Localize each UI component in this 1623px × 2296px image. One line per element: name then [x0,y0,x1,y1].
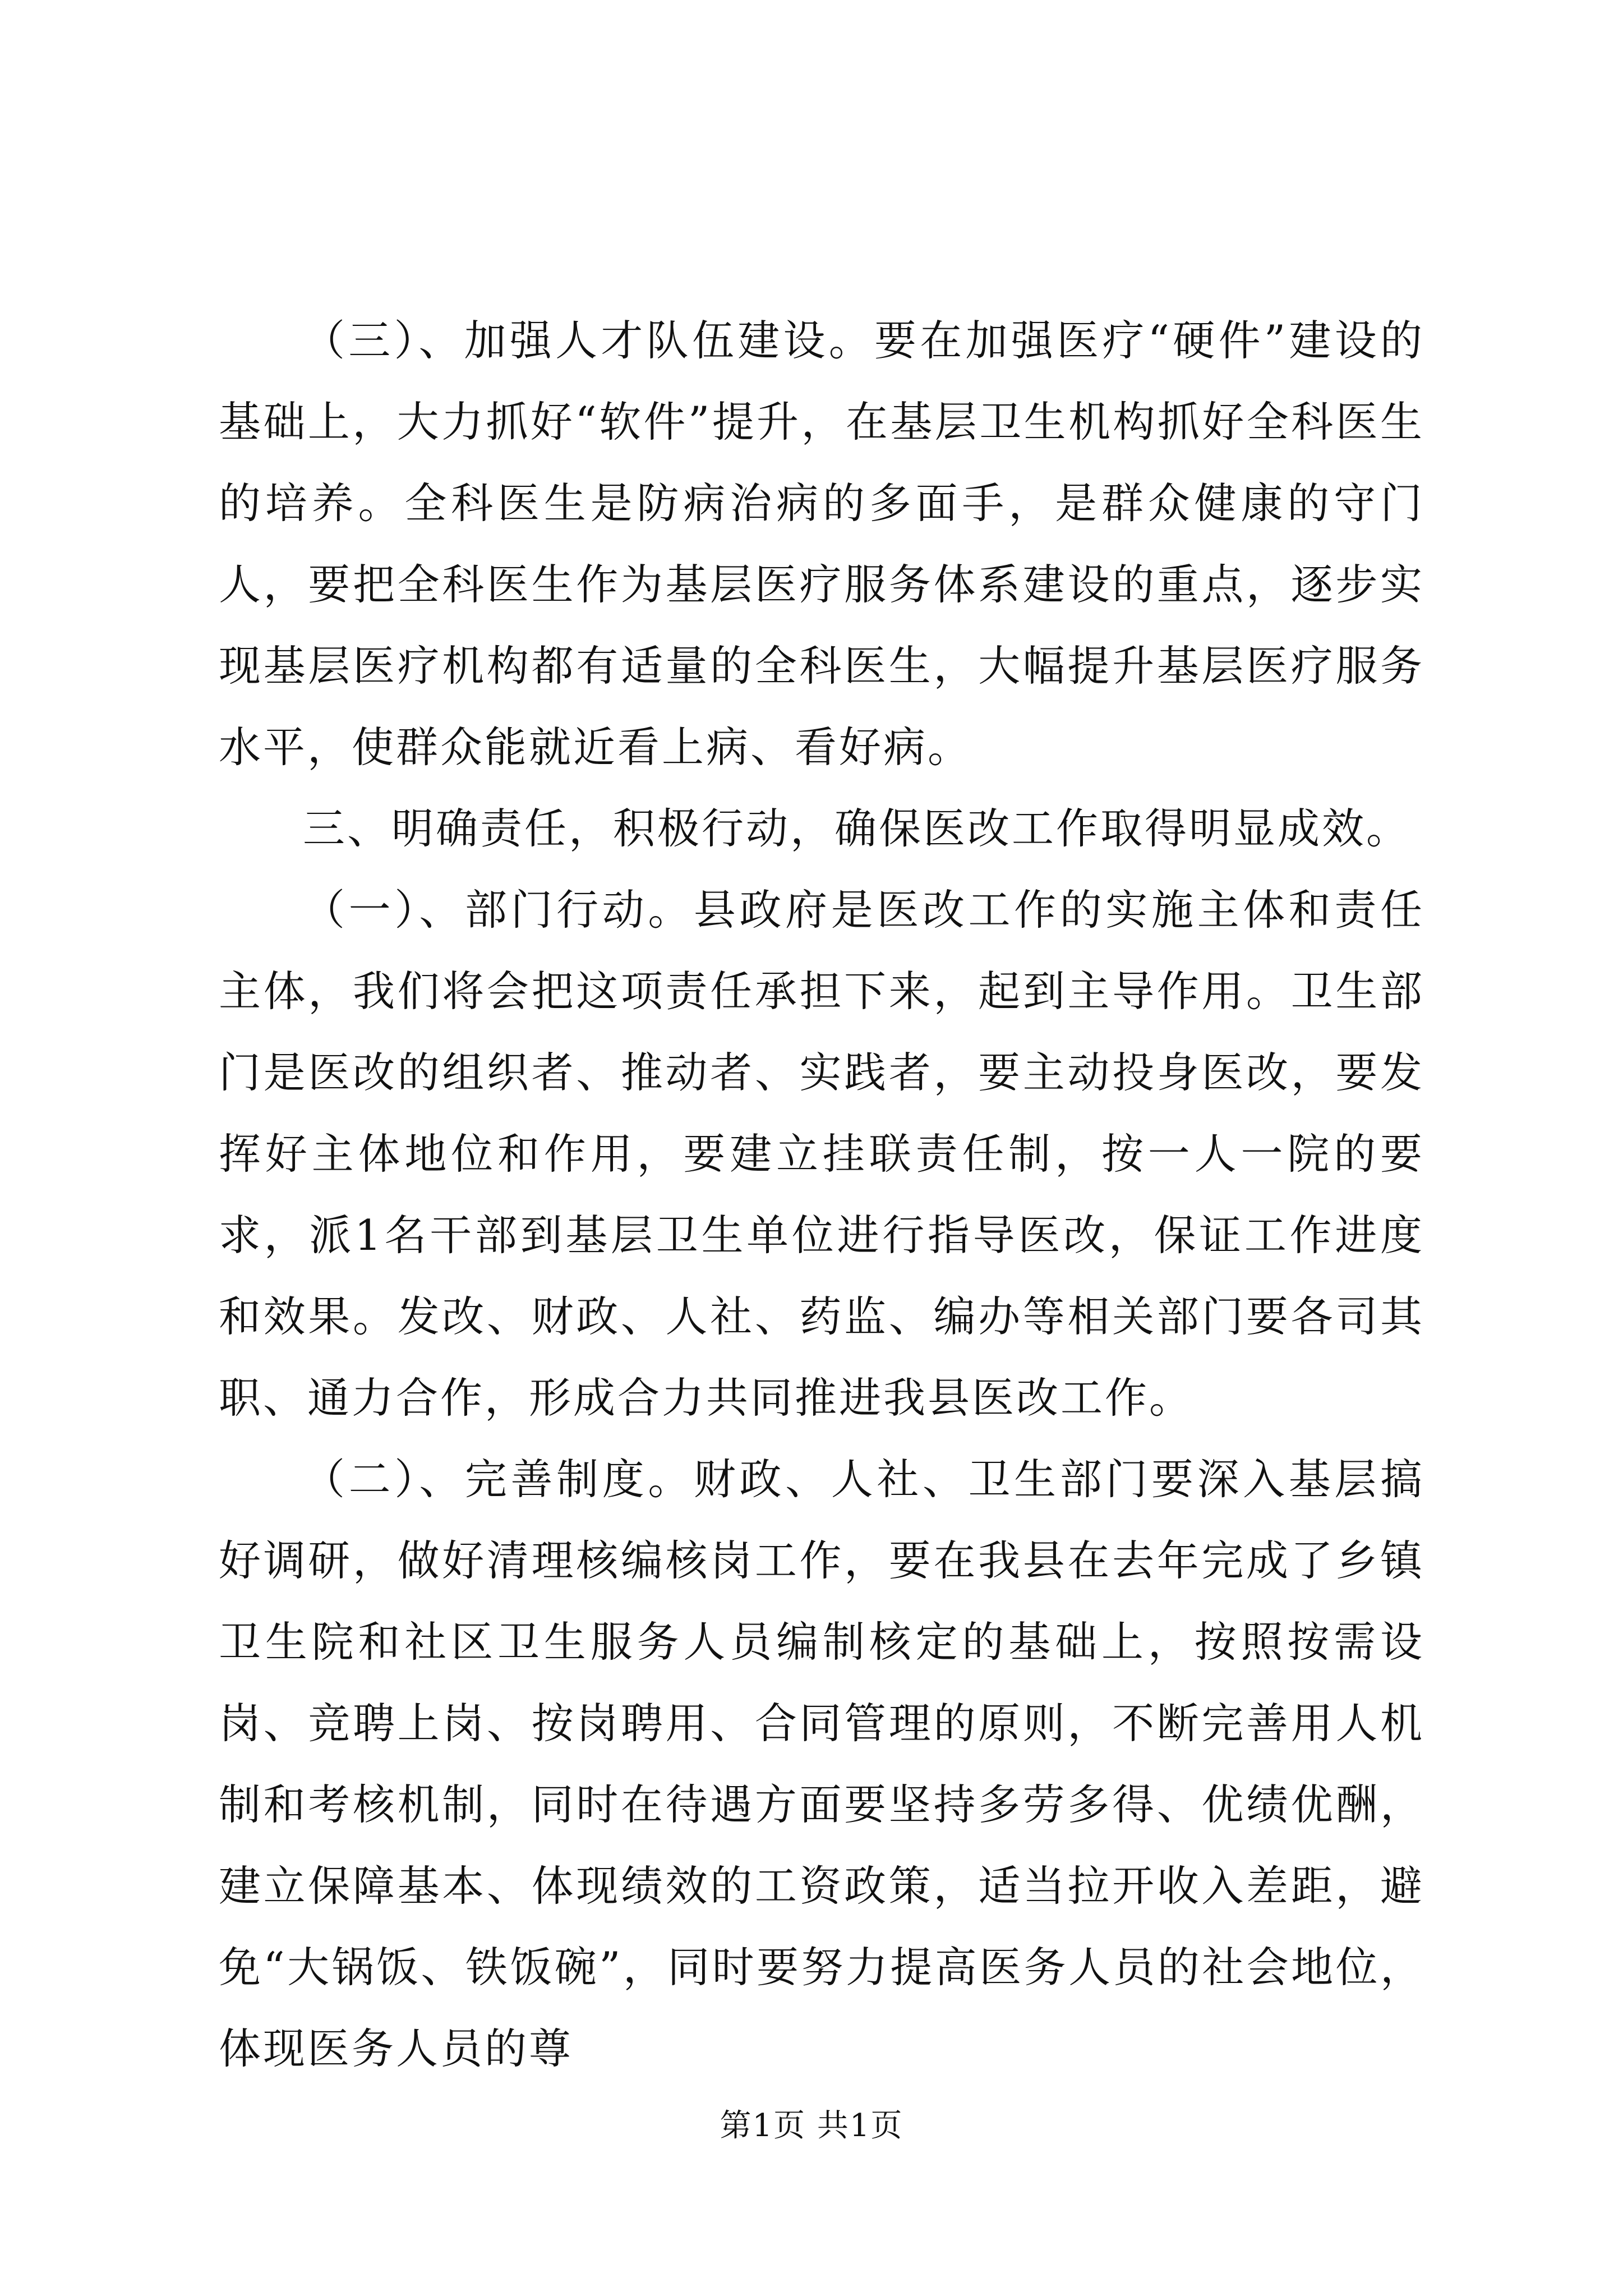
paragraph-improve-system: （二）、完善制度。财政、人社、卫生部门要深入基层搞好调研，做好清理核编核岗工作，要在我县在去年完成了乡镇卫生院和社区卫生服务人员编制核定的基础上，按照按需设岗、竞聘上岗、按岗聘用、合同管理的原则，不断完善用人机制和考核机制，同时在待遇方面要坚持多劳多得、优绩优酬，建立保障基本、体现绩效的工资政策，适当拉开收入差距，避免“大锅饭、铁饭碗”，同时要努力提高医务人员的社会地位，体现医务人员的尊 [219,1455,1424,2073]
page-number-footer: 第1页 共1页 [720,2108,903,2144]
paragraph-talent-team: （三）、加强人才队伍建设。要在加强医疗“硬件”建设的基础上，大力抓好“软件”提升，在基层卫生机构抓好全科医生的培养。全科医生是防病治病的多面手，是群众健康的守门人，要把全科医生作为基层医疗服务体系建设的重点，逐步实现基层医疗机构都有适量的全科医生，大幅提升基层医疗服务水平，使群众能就近看上病、看好病。 [219,316,1424,772]
heading-section-three: 三、明确责任，积极行动，确保医改工作取得明显成效。 [303,804,1411,853]
document-body [219,300,1424,2090]
paragraph-department-action: （一）、部门行动。县政府是医改工作的实施主体和责任主体，我们将会把这项责任承担下来，起到主导作用。卫生部门是医改的组织者、推动者、实践者，要主动投身医改，要发挥好主体地位和作用，要建立挂联责任制，按一人一院的要求，派1名干部到基层卫生单位进行指导医改，保证工作进度和效果。发改、财政、人社、药监、编办等相关部门要各司其职、通力合作，形成合力共同推进我县医改工作。 [219,885,1424,1423]
